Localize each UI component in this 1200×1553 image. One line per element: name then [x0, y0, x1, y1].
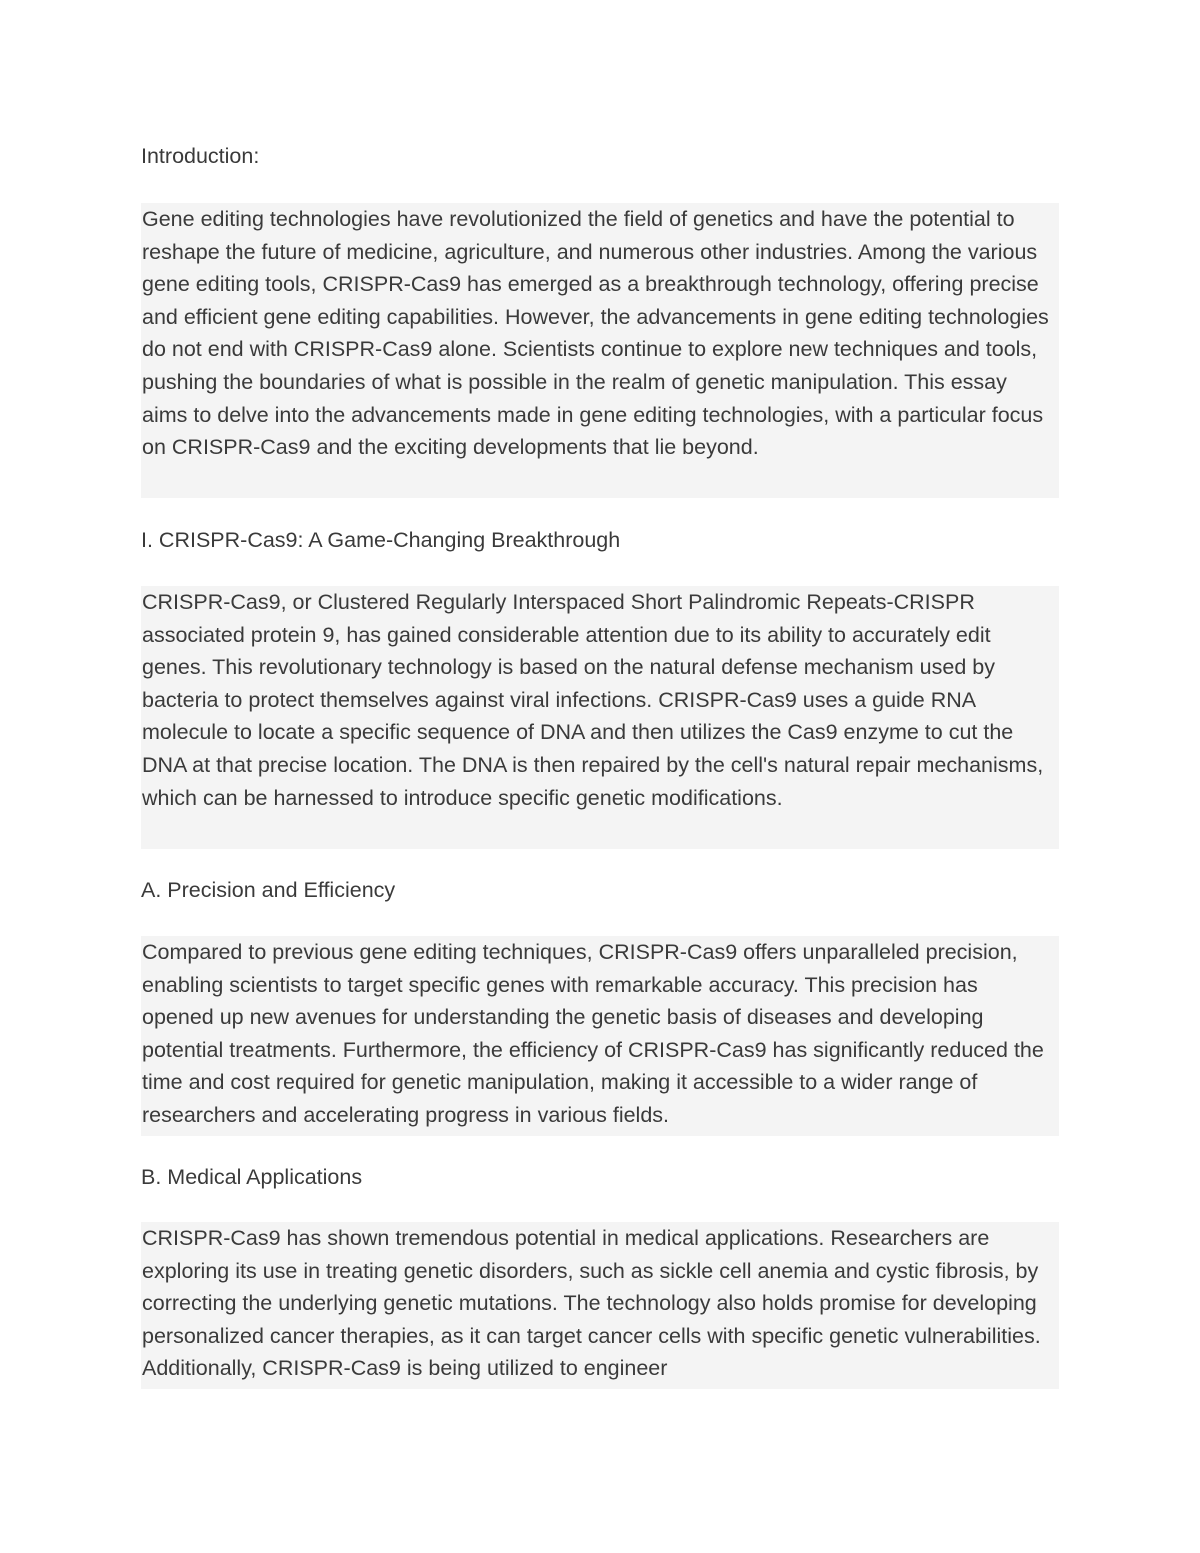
- section1-paragraph: CRISPR-Cas9, or Clustered Regularly Interspaced Short Palindromic Repeats-CRISPR associated protein 9, has gained considerable attention due to its ability to accurately edit genes. This revolutionary technology is based on the natural defense mechanism used by bacteria to protect themselves against viral infections. CRISPR-Cas9 uses a guide RNA molecule to locate a specific sequence of DNA and then utilizes the Cas9 enzyme to cut the DNA at that precise location. The DNA is then repaired by the cell's natural repair mechanisms, which can be harnessed to introduce specific genetic modifications.: [141, 586, 1059, 849]
- intro-paragraph: Gene editing technologies have revolutionized the field of genetics and have the potential to reshape the future of medicine, agriculture, and numerous other industries. Among the various gene editing tools, CRISPR-Cas9 has emerged as a breakthrough technology, offering precise and efficient gene editing capabilities. However, the advancements in gene editing technologies do not end with CRISPR-Cas9 alone. Scientists continue to explore new techniques and tools, pushing the boundaries of what is possible in the realm of genetic manipulation. This essay aims to delve into the advancements made in gene editing technologies, with a particular focus on CRISPR-Cas9 and the exciting developments that lie beyond.: [141, 203, 1059, 498]
- sectionA-paragraph: Compared to previous gene editing techniques, CRISPR-Cas9 offers unparalleled precision, enabling scientists to target specific genes with remarkable accuracy. This precision has opened up new avenues for understanding the genetic basis of diseases and developing potential treatments. Furthermore, the efficiency of CRISPR-Cas9 has significantly reduced the time and cost required for genetic manipulation, making it accessible to a wider range of researchers and accelerating progress in various fields.: [141, 936, 1059, 1136]
- sectionB-paragraph: CRISPR-Cas9 has shown tremendous potential in medical applications. Researchers are exploring its use in treating genetic disorders, such as sickle cell anemia and cystic fibrosis, by correcting the underlying genetic mutations. The technology also holds promise for developing personalized cancer therapies, as it can target cancer cells with specific genetic vulnerabilities. Additionally, CRISPR-Cas9 is being utilized to engineer: [141, 1222, 1059, 1389]
- section1-heading: I. CRISPR-Cas9: A Game-Changing Breakthrough: [141, 528, 621, 552]
- intro-heading: Introduction:: [141, 144, 260, 168]
- sectionA-heading: A. Precision and Efficiency: [141, 878, 396, 902]
- sectionB-heading: B. Medical Applications: [141, 1165, 363, 1189]
